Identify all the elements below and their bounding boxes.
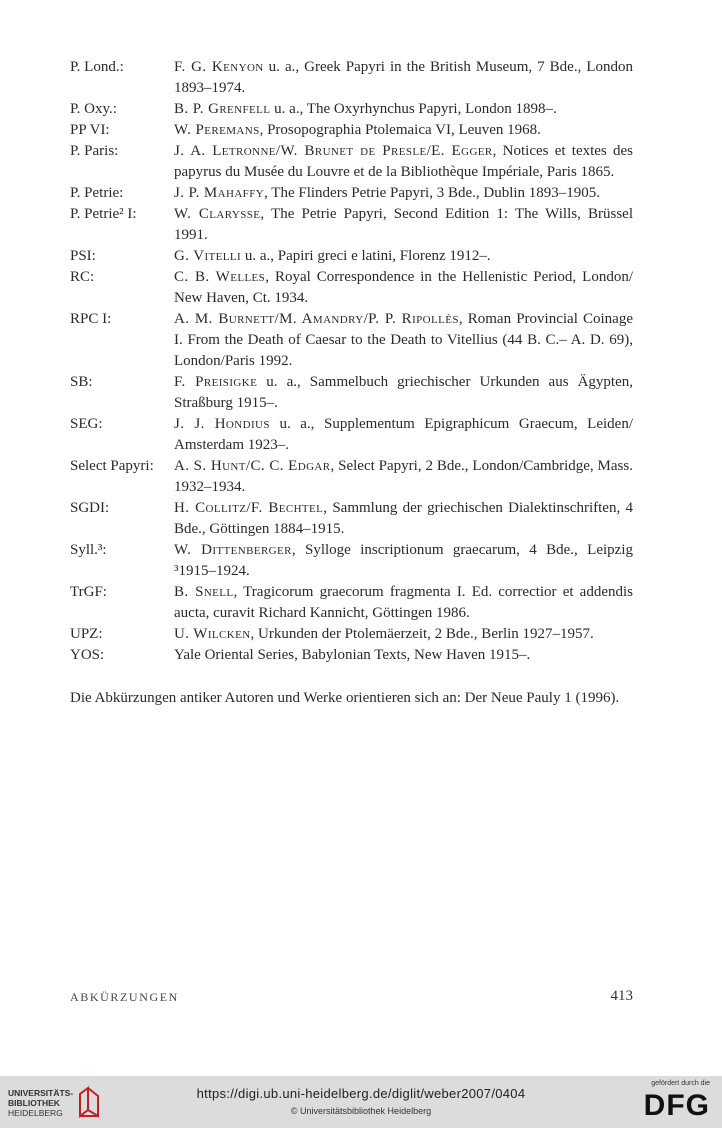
abbreviation-reference <box>174 540 633 582</box>
abbreviation-entry <box>70 540 633 582</box>
abbreviation-term: Select Papyri: <box>70 458 154 474</box>
reference-author: B. P. Grenfell <box>174 101 271 117</box>
reference-details: Yale Oriental Series, Babylonian Texts, New Haven 1915–. <box>174 647 531 663</box>
reference-author: J. J. Hondius <box>174 416 270 432</box>
abbreviation-reference <box>174 141 633 183</box>
reference-details: , Select Papyri, 2 Bde., London/Cambridge, Mass. 1932–1934. <box>174 458 633 495</box>
reference-details: u. a., The Oxyrhynchus Papyri, London 1898–. <box>270 101 557 117</box>
abbreviation-list <box>70 57 633 666</box>
abbreviation-term: RPC I: <box>70 311 112 327</box>
reference-details: , Royal Correspondence in the Hellenistic Period, London/ New Haven, Ct. 1934. <box>174 269 633 306</box>
abbreviation-term: PSI: <box>70 248 96 264</box>
abbreviation-term: SGDI: <box>70 500 110 516</box>
dfg-tagline: gefördert durch die <box>651 1080 710 1087</box>
library-name-line3: HEIDELBERG <box>8 1108 63 1118</box>
library-name-line1: UNIVERSITÄTS- <box>8 1088 74 1098</box>
abbreviation-entry <box>70 267 633 309</box>
abbreviation-entry <box>70 141 633 183</box>
reference-details: u. a., Greek Papyri in the British Museum, 7 Bde., London 1893–1974. <box>174 59 634 96</box>
abbreviation-reference <box>174 204 633 246</box>
abbreviation-entry <box>70 372 633 414</box>
reference-details: , Roman Provincial Coinage I. From the Death of Caesar to the Death to Vitellius (44 B. C.– A. D. 69), London/Paris 1992. <box>174 311 633 369</box>
abbreviation-entry <box>70 246 633 267</box>
reference-details: u. a., Supplementum Epigraphicum Graecum, Leiden/ Amsterdam 1923–. <box>174 416 633 453</box>
abbreviation-term: SEG: <box>70 416 103 432</box>
page-number: 413 <box>610 988 633 1004</box>
library-name-line2: BIBLIOTHEK <box>8 1098 60 1108</box>
reference-author: G. Vitelli <box>174 248 242 264</box>
reference-author: W. Clarysse <box>174 206 261 222</box>
abbreviation-term: Syll.³: <box>70 542 107 558</box>
abbreviation-term: P. Paris: <box>70 143 119 159</box>
abbreviation-term: YOS: <box>70 647 105 663</box>
dfg-wordmark: DFG <box>643 1089 710 1122</box>
abbreviation-term: SB: <box>70 374 93 390</box>
abbreviation-term: P. Lond.: <box>70 59 124 75</box>
reference-details: , Urkunden der Ptolemäerzeit, 2 Bde., Berlin 1927–1957. <box>250 626 594 642</box>
abbreviation-reference <box>174 498 633 540</box>
reference-details: , The Flinders Petrie Papyri, 3 Bde., Dublin 1893–1905. <box>264 185 601 201</box>
reference-details: , Sammlung der griechischen Dialektinschriften, 4 Bde., Göttingen 1884–1915. <box>174 500 633 537</box>
abbreviation-entry <box>70 582 633 624</box>
abbreviation-reference <box>174 372 633 414</box>
abbreviation-reference <box>174 120 633 141</box>
abbreviation-entry <box>70 57 633 99</box>
abbreviation-term: P. Petrie: <box>70 185 124 201</box>
abbreviation-term: UPZ: <box>70 626 103 642</box>
abbreviation-entry <box>70 204 633 246</box>
abbreviation-reference <box>174 645 633 666</box>
abbreviation-entry <box>70 120 633 141</box>
abbreviation-entry <box>70 309 633 372</box>
abbreviation-reference <box>174 414 633 456</box>
reference-author: W. Peremans <box>174 122 260 138</box>
reference-author: F. Preisigke <box>174 374 258 390</box>
reference-author: H. Collitz/F. Bechtel <box>174 500 324 516</box>
reference-author: F. G. Kenyon <box>174 59 264 75</box>
abbreviation-entry <box>70 183 633 204</box>
reference-details: u. a., Papiri greci e latini, Florenz 1912–. <box>241 248 491 264</box>
abbreviation-term: PP VI: <box>70 122 110 138</box>
abbreviation-note: Die Abkürzungen antiker Autoren und Werke orientieren sich an: Der Neue Pauly 1 (1996). <box>70 690 620 706</box>
reference-details: , Prosopographia Ptolemaica VI, Leuven 1968. <box>259 122 541 138</box>
running-footer-title: ABKÜRZUNGEN <box>70 990 179 1004</box>
abbreviation-reference <box>174 57 633 99</box>
abbreviation-reference <box>174 246 633 267</box>
abbreviation-term: TrGF: <box>70 584 107 600</box>
reference-author: J. A. Letronne/W. Brunet de Presle/E. Egger <box>174 143 493 159</box>
abbreviation-entry <box>70 645 633 666</box>
abbreviation-reference <box>174 267 633 309</box>
abbreviation-reference <box>174 183 633 204</box>
reference-details: , The Petrie Papyri, Second Edition 1: The Wills, Brüssel 1991. <box>174 206 633 243</box>
abbreviation-entry <box>70 99 633 120</box>
abbreviation-term: P. Oxy.: <box>70 101 117 117</box>
abbreviation-term: RC: <box>70 269 95 285</box>
dfg-logo[interactable] <box>636 1080 710 1126</box>
abbreviation-reference <box>174 624 633 645</box>
reference-author: A. M. Burnett/M. Amandry/P. P. Ripollès <box>174 311 459 327</box>
reference-details: , Notices et textes des papyrus du Musée du Louvre et de la Bibliothèque Impériale, Paris 1865. <box>174 143 633 180</box>
reference-author: W. Dittenberger <box>174 542 292 558</box>
copyright-notice: © Universitätsbibliothek Heidelberg <box>290 1106 432 1116</box>
abbreviation-entry <box>70 456 633 498</box>
abbreviation-entry <box>70 414 633 456</box>
abbreviation-reference <box>174 309 633 372</box>
abbreviation-entry <box>70 624 633 645</box>
permalink-url[interactable]: https://digi.ub.uni-heidelberg.de/diglit/weber2007/0404 <box>196 1086 526 1101</box>
reference-author: A. S. Hunt/C. C. Edgar <box>174 458 331 474</box>
abbreviation-reference <box>174 582 633 624</box>
digitization-bar <box>0 1076 722 1128</box>
reference-details: , Sylloge inscriptionum graecarum, 4 Bde., Leipzig ³1915–1924. <box>174 542 633 579</box>
reference-author: J. P. Mahaffy <box>174 185 265 201</box>
abbreviation-entry <box>70 498 633 540</box>
abbreviation-reference <box>174 99 633 120</box>
reference-details: u. a., Sammelbuch griechischer Urkunden aus Ägypten, Straßburg 1915–. <box>174 374 633 411</box>
reference-author: B. Snell <box>174 584 234 600</box>
reference-details: , Tragicorum graecorum fragmenta I. Ed. correctior et addendis aucta, curavit Richard Kannicht, Göttingen 1986. <box>174 584 633 621</box>
reference-author: C. B. Welles <box>174 269 266 285</box>
reference-author: U. Wilcken <box>174 626 251 642</box>
abbreviation-reference <box>174 456 633 498</box>
abbreviation-term: P. Petrie² I: <box>70 206 137 222</box>
